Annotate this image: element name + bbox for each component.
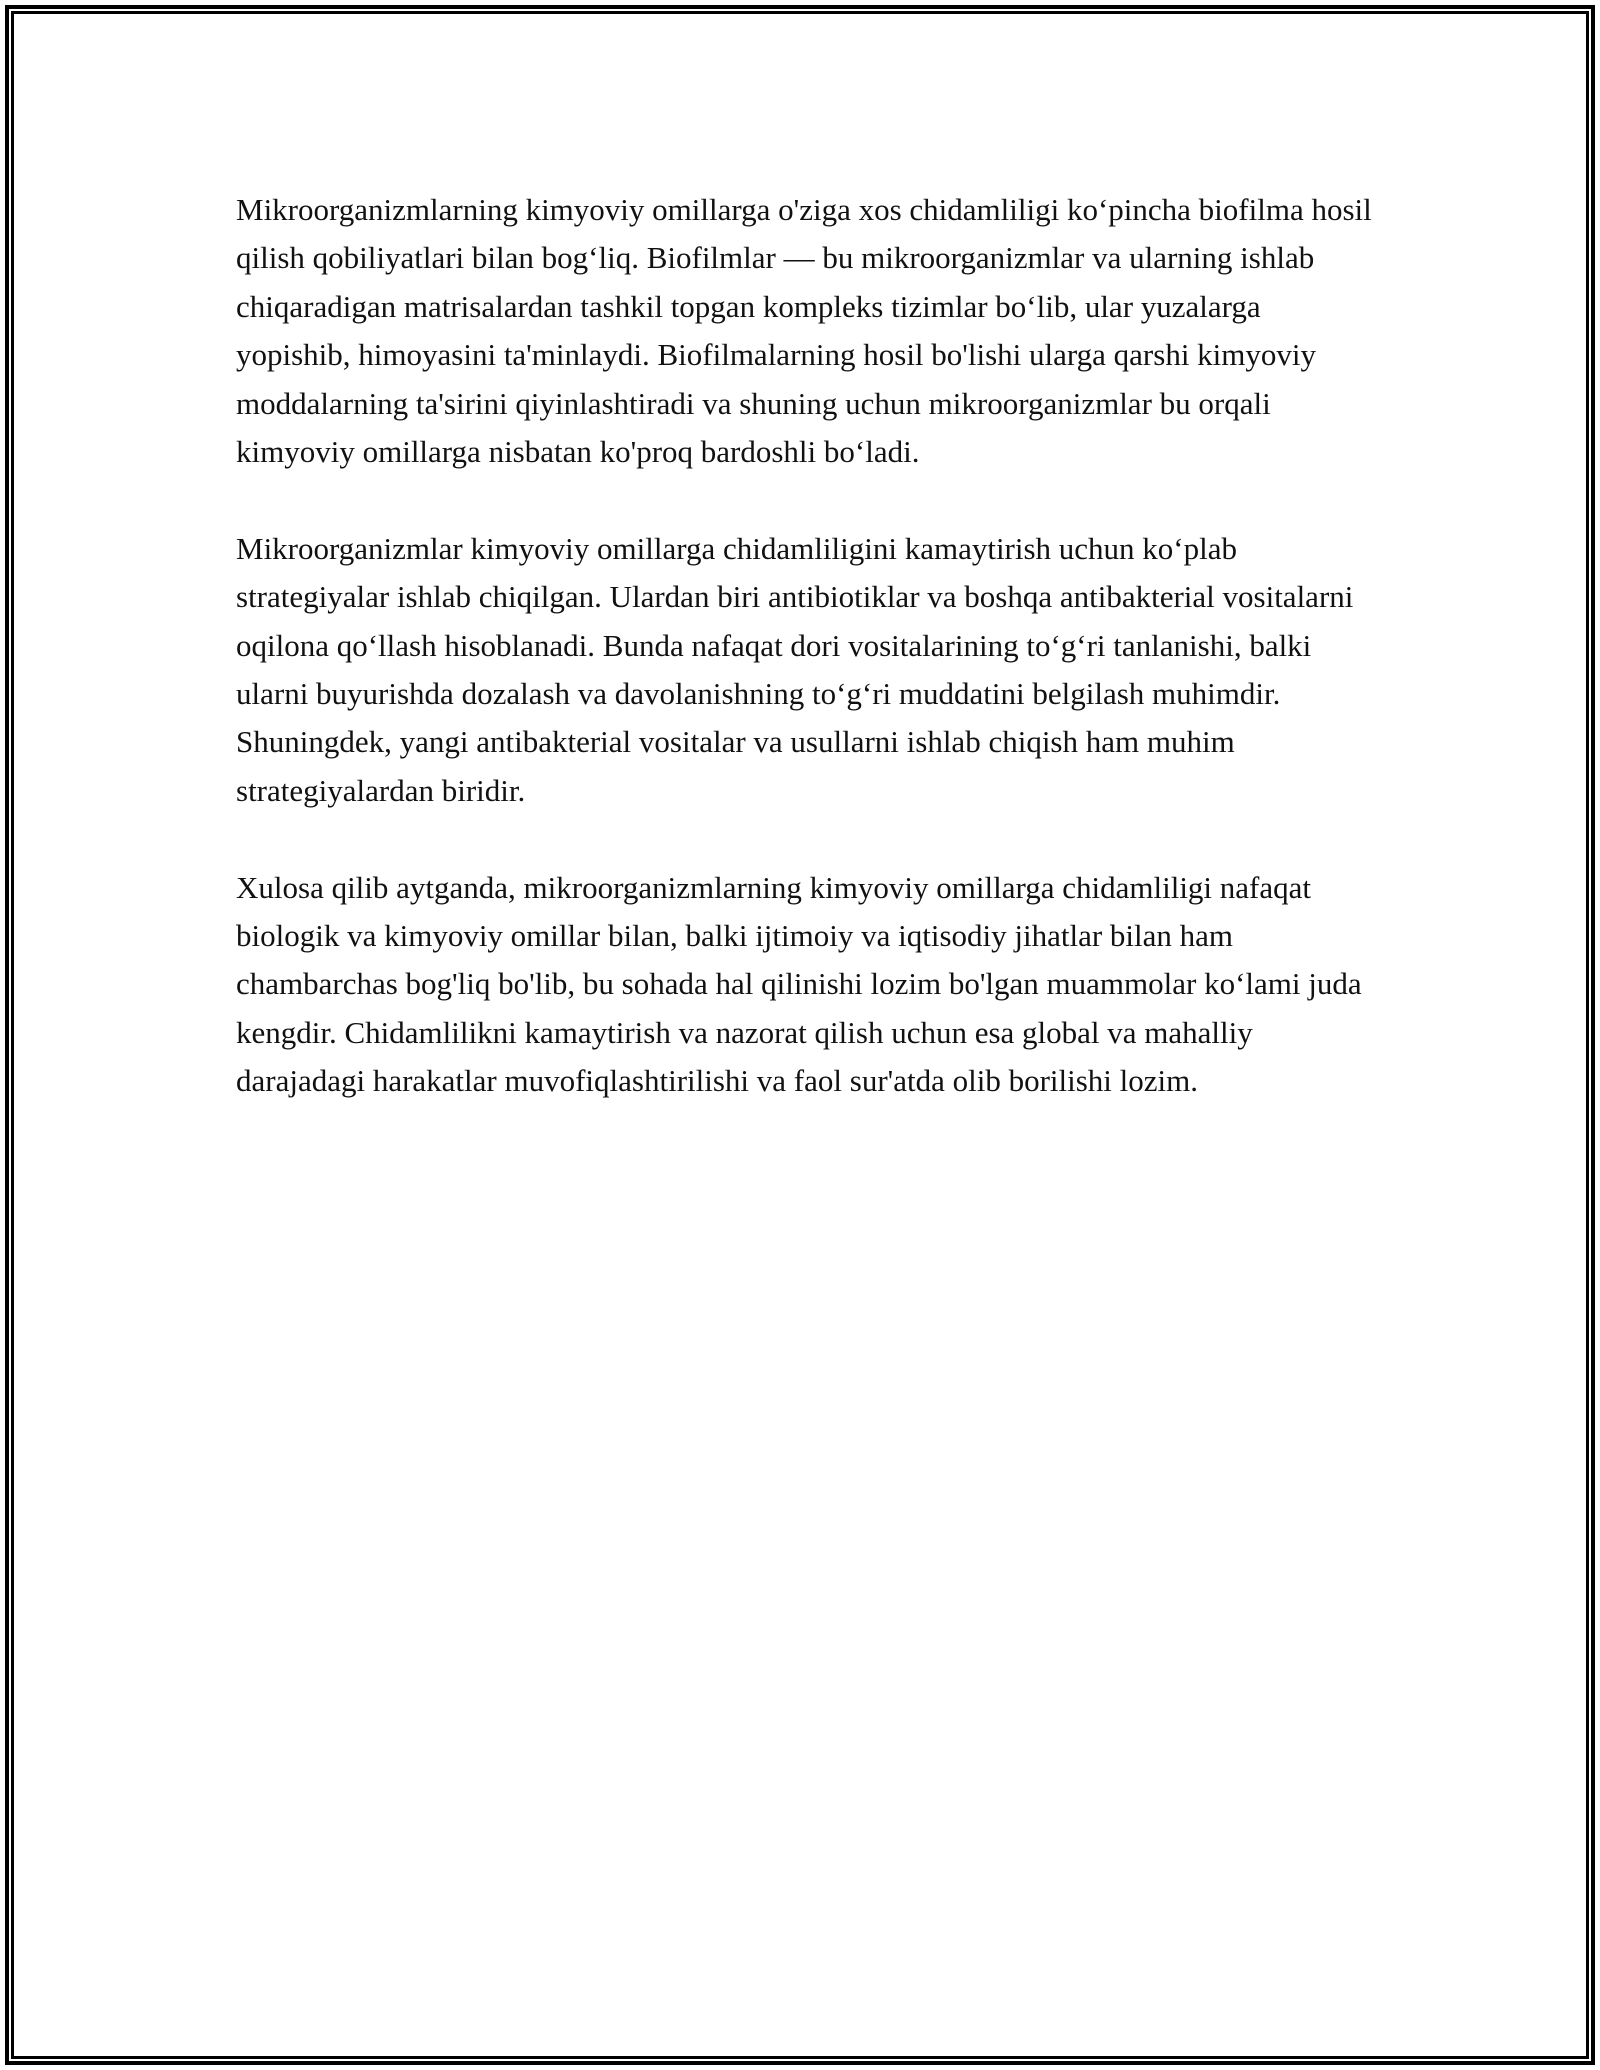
document-body xyxy=(236,186,1376,1154)
paragraph-conclusion: Xulosa qilib aytganda, mikroorganizmlarning kimyoviy omillarga chidamliligi nafaqat biologik va kimyoviy omillar bilan, balki ijtimoiy va iqtisodiy jihatlar bilan ham chambarchas bog'liq bo'lib, bu sohada hal qilinishi lozim bo'lgan muammolar ko‘lami juda kengdir. Chidamlilikni kamaytirish va nazorat qilish uchun esa global va mahalliy darajadagi harakatlar muvofiqlashtirilishi va faol sur'atda olib borilishi lozim. xyxy=(236,869,1362,1099)
paragraph-biofilms: Mikroorganizmlarning kimyoviy omillarga o'ziga xos chidamliligi ko‘pincha biofilma hosil qilish qobiliyatlari bilan bog‘liq. Biofilmlar — bu mikroorganizmlar va ularning ishlab chiqaradigan matrisalardan tashkil topgan kompleks tizimlar bo‘lib, ular yuzalarga yopishib, himoyasini ta'minlaydi. Biofilmalarning hosil bo'lishi ularga qarshi kimyoviy moddalarning ta'sirini qiyinlashtiradi va shuning uchun mikroorganizmlar bu orqali kimyoviy omillarga nisbatan ko'proq bardoshli bo‘ladi. xyxy=(236,192,1372,470)
paragraph-strategies: Mikroorganizmlar kimyoviy omillarga chidamliligini kamaytirish uchun ko‘plab strategiyalar ishlab chiqilgan. Ulardan biri antibiotiklar va boshqa antibakterial vositalarni oqilona qo‘llash hisoblanadi. Bunda nafaqat dori vositalarining to‘g‘ri tanlanishi, balki ularni buyurishda dozalash va davolanishning to‘g‘ri muddatini belgilash muhimdir. Shuningdek, yangi antibakterial vositalar va usullarni ishlab chiqish ham muhim strategiyalardan biridir. xyxy=(236,530,1354,808)
